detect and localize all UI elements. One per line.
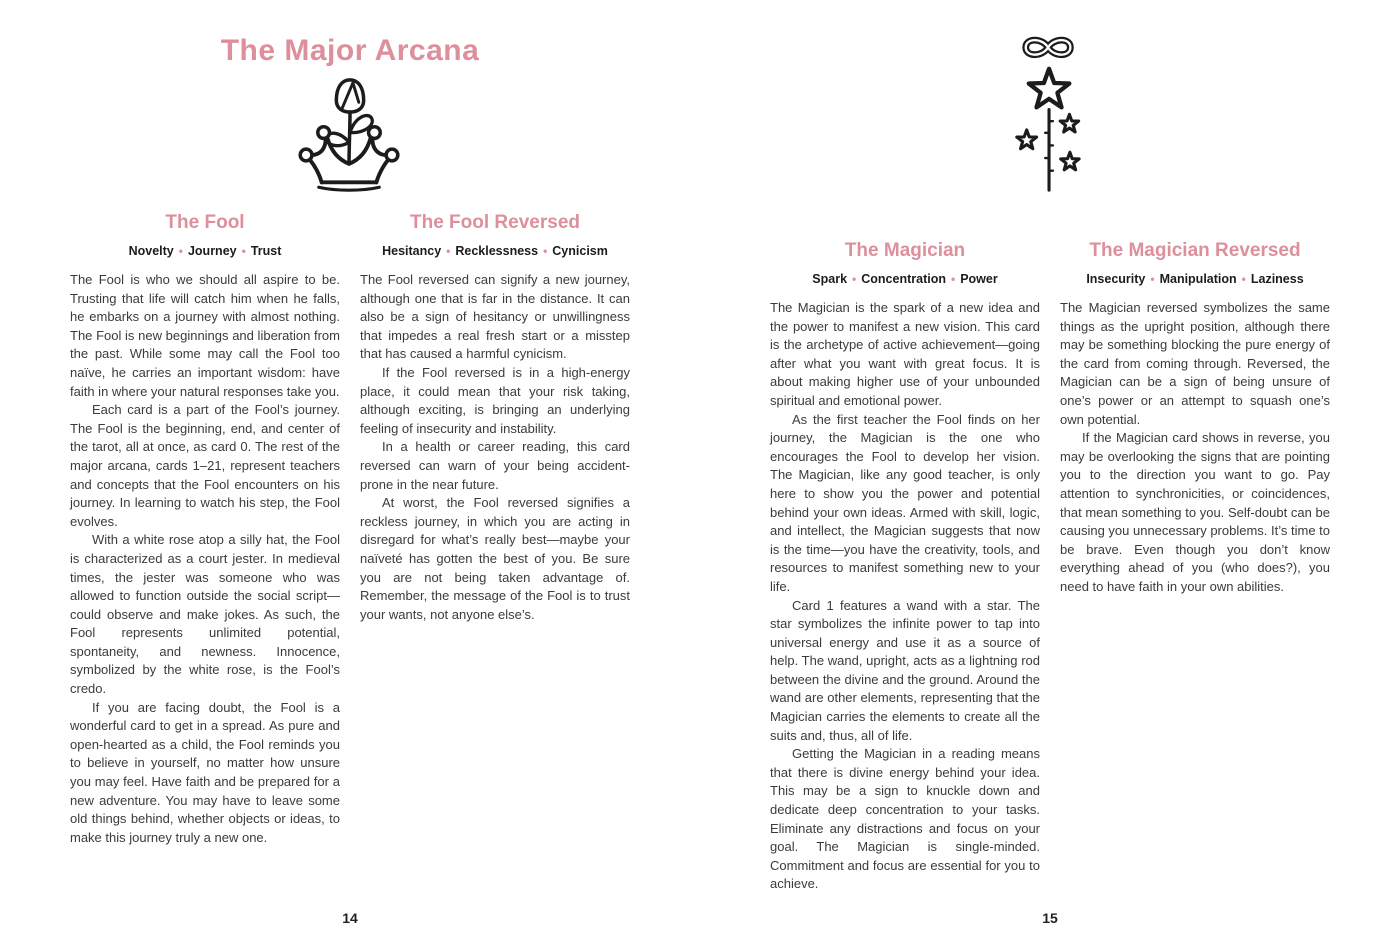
section-the-magician-reversed [1060,233,1330,894]
page-15-columns [770,233,1330,894]
keyword-separator-dot: • [1150,272,1155,286]
paragraph: With a white rose atop a silly hat, the Fool is characterized as a court jester. In medieval times, the jester was someone who was allowed to function outside the social script—could observe and make jokes. As such, the Fool represents unlimited potential, spontaneity, and newness. Innocence, symbolized by the white rose, is the Fool’s credo. [70,532,340,697]
magic-wand-stars-infinity-icon [998,28,1102,193]
paragraph: Each card is a part of the Fool’s journey. The Fool is the beginning, end, and center of the tarot, all at once, as card 0. The rest of the major arcana, cards 1–21, represent teachers and concepts that the Fool encounters on his journey. In learning to watch his step, the Fool evolves. [70,402,340,529]
jester-crown-rose-icon [294,74,406,196]
keyword: Spark [812,272,848,286]
card-description [70,271,340,847]
paragraph: If the Fool reversed is in a high-energy place, it could mean that your risk taking, although exciting, is bringing an underlying feeling of insecurity and instability. [360,364,630,436]
keyword: Trust [250,244,282,258]
card-heading: The Magician [844,240,966,261]
keyword-separator-dot: • [1241,272,1246,286]
paragraph: The Fool reversed can signify a new journey, although one that is far in the distance. It can also be a sign of hesitancy or unwillingness that impedes a real fresh start or a misstep that has caused a harmful cynicism. [360,272,630,362]
page-15-header [770,28,1330,233]
card-description [1060,299,1330,597]
keyword: Power [960,272,998,286]
keyword: Hesitancy [382,244,442,258]
keyword: Laziness [1250,272,1304,286]
keyword: Concentration [861,272,946,286]
keyword-separator-dot: • [446,244,451,258]
card-keywords [70,244,340,258]
card-description [770,299,1040,894]
card-keywords [360,244,630,258]
paragraph: The Magician reversed symbolizes the same things as the upright position, although there may be something blocking the pure energy of the card from coming through. Reversed, the Magician can be a sign of being unsure of one’s power or an attempt to squash one’s own potential. [1060,300,1330,427]
keyword: Journey [187,244,237,258]
page-number-left: 14 [342,910,358,926]
paragraph: Card 1 features a wand with a star. The star symbolizes the infinite power to tap into universal energy and use it as a source of help. The wand, upright, acts as a lightning rod between the divine and the ground. Around the wand are other elements, representing that the Magician carries the elements to create all the suits and, thus, all of life. [770,597,1040,743]
keyword: Novelty [128,244,174,258]
paragraph: Getting the Magician in a reading means that there is divine energy behind your idea. This may be a sign to knuckle down and dedicate deep concentration to your tasks. Eliminate any distractions and focus on your goal. The Magician is single-minded. Commitment and focus are essential for you to achieve. [770,746,1040,892]
card-description [360,271,630,624]
keyword-separator-dot: • [852,272,857,286]
section-the-magician [770,233,1040,894]
card-keywords [1060,272,1330,286]
section-the-fool-reversed [360,205,630,847]
keyword-separator-dot: • [241,244,246,258]
keyword-separator-dot: • [543,244,548,258]
keyword: Recklessness [455,244,539,258]
page-14 [70,0,630,952]
paragraph: If the Magician card shows in reverse, you may be overlooking the signs that are pointing you to the direction you want to go. Pay attention to synchronicities, or coincidences, that mean something to you. Self-doubt can be causing you unnecessary problems. It’s time to be brave. Even though you don’t know everything ahead of you (who does?), you need to have faith in your own abilities. [1060,430,1331,594]
keyword-separator-dot: • [950,272,956,286]
section-the-fool [70,205,340,847]
paragraph: The Magician is the spark of a new idea and the power to manifest a new vision. This card is the archetype of active achievement—going after what you want with great focus. It is about making higher use of your unbounded spiritual and emotional power. [770,300,1040,408]
keyword-separator-dot: • [178,244,183,258]
page-15 [770,0,1330,952]
keyword: Insecurity [1086,272,1146,286]
paragraph: If you are facing doubt, the Fool is a wonderful card to get in a spread. As pure and open-hearted as a child, the Fool reminds you to believe in yourself, no matter how unsure you may feel. Have faith and be prepared for a new adventure. You may have to leave some old things behind, whether objects or ideas, to make this journey truly a new one. [70,699,340,845]
card-heading: The Fool Reversed [410,212,580,233]
paragraph: In a health or career reading, this card reversed can warn of your being accident-prone in the near future. [360,439,630,492]
page-14-columns [70,205,630,847]
card-heading: The Fool [165,212,245,233]
keyword: Cynicism [552,244,608,258]
card-keywords [770,272,1040,286]
page-14-header [70,0,630,205]
card-heading: The Magician Reversed [1089,240,1301,261]
page-number-right: 15 [1042,910,1058,926]
keyword: Manipulation [1159,272,1237,286]
paragraph: As the first teacher the Fool finds on her journey, the Magician is the one who encourages the Fool to develop her vision. The Magician, like any good teacher, is only here to show you the power and potential behind your own ideas. Armed with skill, logic, and intellect, the Magician suggests that now is the time—you have the creativity, tools, and resources to manifest something new to your life. [770,411,1040,594]
paragraph: At worst, the Fool reversed signifies a reckless journey, in which you are acting in disregard for what’s really best—maybe your naïveté has gotten the best of you. Be sure you are not being taken advantage of. Remember, the message of the Fool is to trust your wants, not anyone else’s. [360,495,630,622]
paragraph: The Fool is who we should all aspire to be. Trusting that life will catch him when he falls, he embarks on a journey with almost nothing. The Fool is new beginnings and liberation from the past. While some may call the Fool too naïve, he carries an important wisdom: have faith in where your natural responses take you. [70,272,340,399]
chapter-title: The Major Arcana [220,34,480,67]
